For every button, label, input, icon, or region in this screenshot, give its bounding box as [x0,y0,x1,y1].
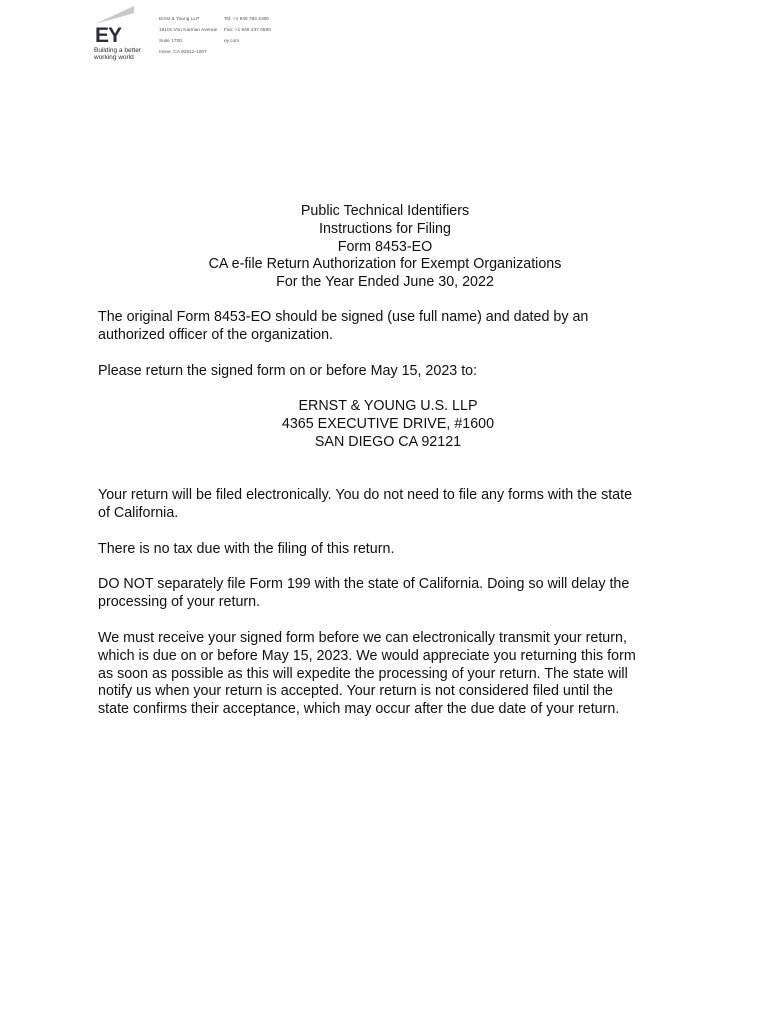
document-heading [0,203,770,292]
no-tax-due-paragraph [98,541,678,559]
mailing-address-line: 4365 EXECUTIVE DRIVE, #1600 [281,415,495,432]
paragraph-line: state confirms their acceptance, which may occur after the due date of your return. [98,701,620,718]
transmission-paragraph [98,630,678,719]
paragraph-line: authorized officer of the organization. [98,326,333,343]
paragraph-line: We must receive your signed form before we can electronically transmit your return, [98,630,627,646]
ey-logo-tagline-line-1: Building a better [94,47,141,54]
paragraph-line: Your return will be filed electronically. You do not need to file any forms with the state [98,487,633,503]
address-line: Irvine, CA 92612-1007 [159,50,207,55]
ey-logo-mark: EY [95,24,122,47]
ey-logo-beam-icon [92,4,138,26]
form-199-warning-paragraph [98,576,678,612]
ey-logo-tagline-line-2: working world [94,54,134,61]
signing-paragraph [98,309,678,345]
contact-line: Tel: +1 949 794 2300 [224,17,269,22]
paragraph-line: DO NOT separately file Form 199 with the state of California. Doing so will delay the [98,576,630,592]
paragraph-line: which is due on or before May 15, 2023. We would appreciate you returning this form [98,647,636,664]
heading-year-ended: For the Year Ended June 30, 2022 [276,274,494,291]
heading-client-name: Public Technical Identifiers [300,203,470,219]
paragraph-line: The original Form 8453-EO should be signed (use full name) and dated by an [98,309,589,325]
paragraph-line: of California. [98,504,179,521]
paragraph-line: processing of your return. [98,593,261,610]
return-by-paragraph [98,363,678,381]
mailing-address-line: SAN DIEGO CA 92121 [314,433,462,450]
address-line: Ernst & Young LLP [159,17,200,22]
paragraph-line: There is no tax due with the filing of this return. [98,541,395,557]
electronic-filing-paragraph [98,487,678,523]
heading-instructions: Instructions for Filing [319,220,451,237]
contact-line: Fax: +1 949 437 0590 [224,28,271,33]
heading-form-title: CA e-file Return Authorization for Exempt Organizations [208,256,562,273]
address-line: Suite 1700 [159,39,182,44]
letterhead-contact [224,14,271,47]
mailing-address [0,398,770,451]
mailing-address-line: ERNST & YOUNG U.S. LLP [298,398,478,414]
ey-logo-tagline [94,47,154,61]
paragraph-line: notify us when your return is accepted. Your return is not considered filed until the [98,683,613,700]
paragraph-line: Please return the signed form on or before May 15, 2023 to: [98,363,478,379]
contact-line: ey.com [224,39,240,44]
paragraph-line: as soon as possible as this will expedite the processing of your return. The state will [98,665,628,682]
ey-logo [92,4,140,62]
heading-form-number: Form 8453-EO [337,238,433,255]
address-line: 18101 Von Karman Avenue [159,28,218,33]
letterhead-address [159,14,217,58]
